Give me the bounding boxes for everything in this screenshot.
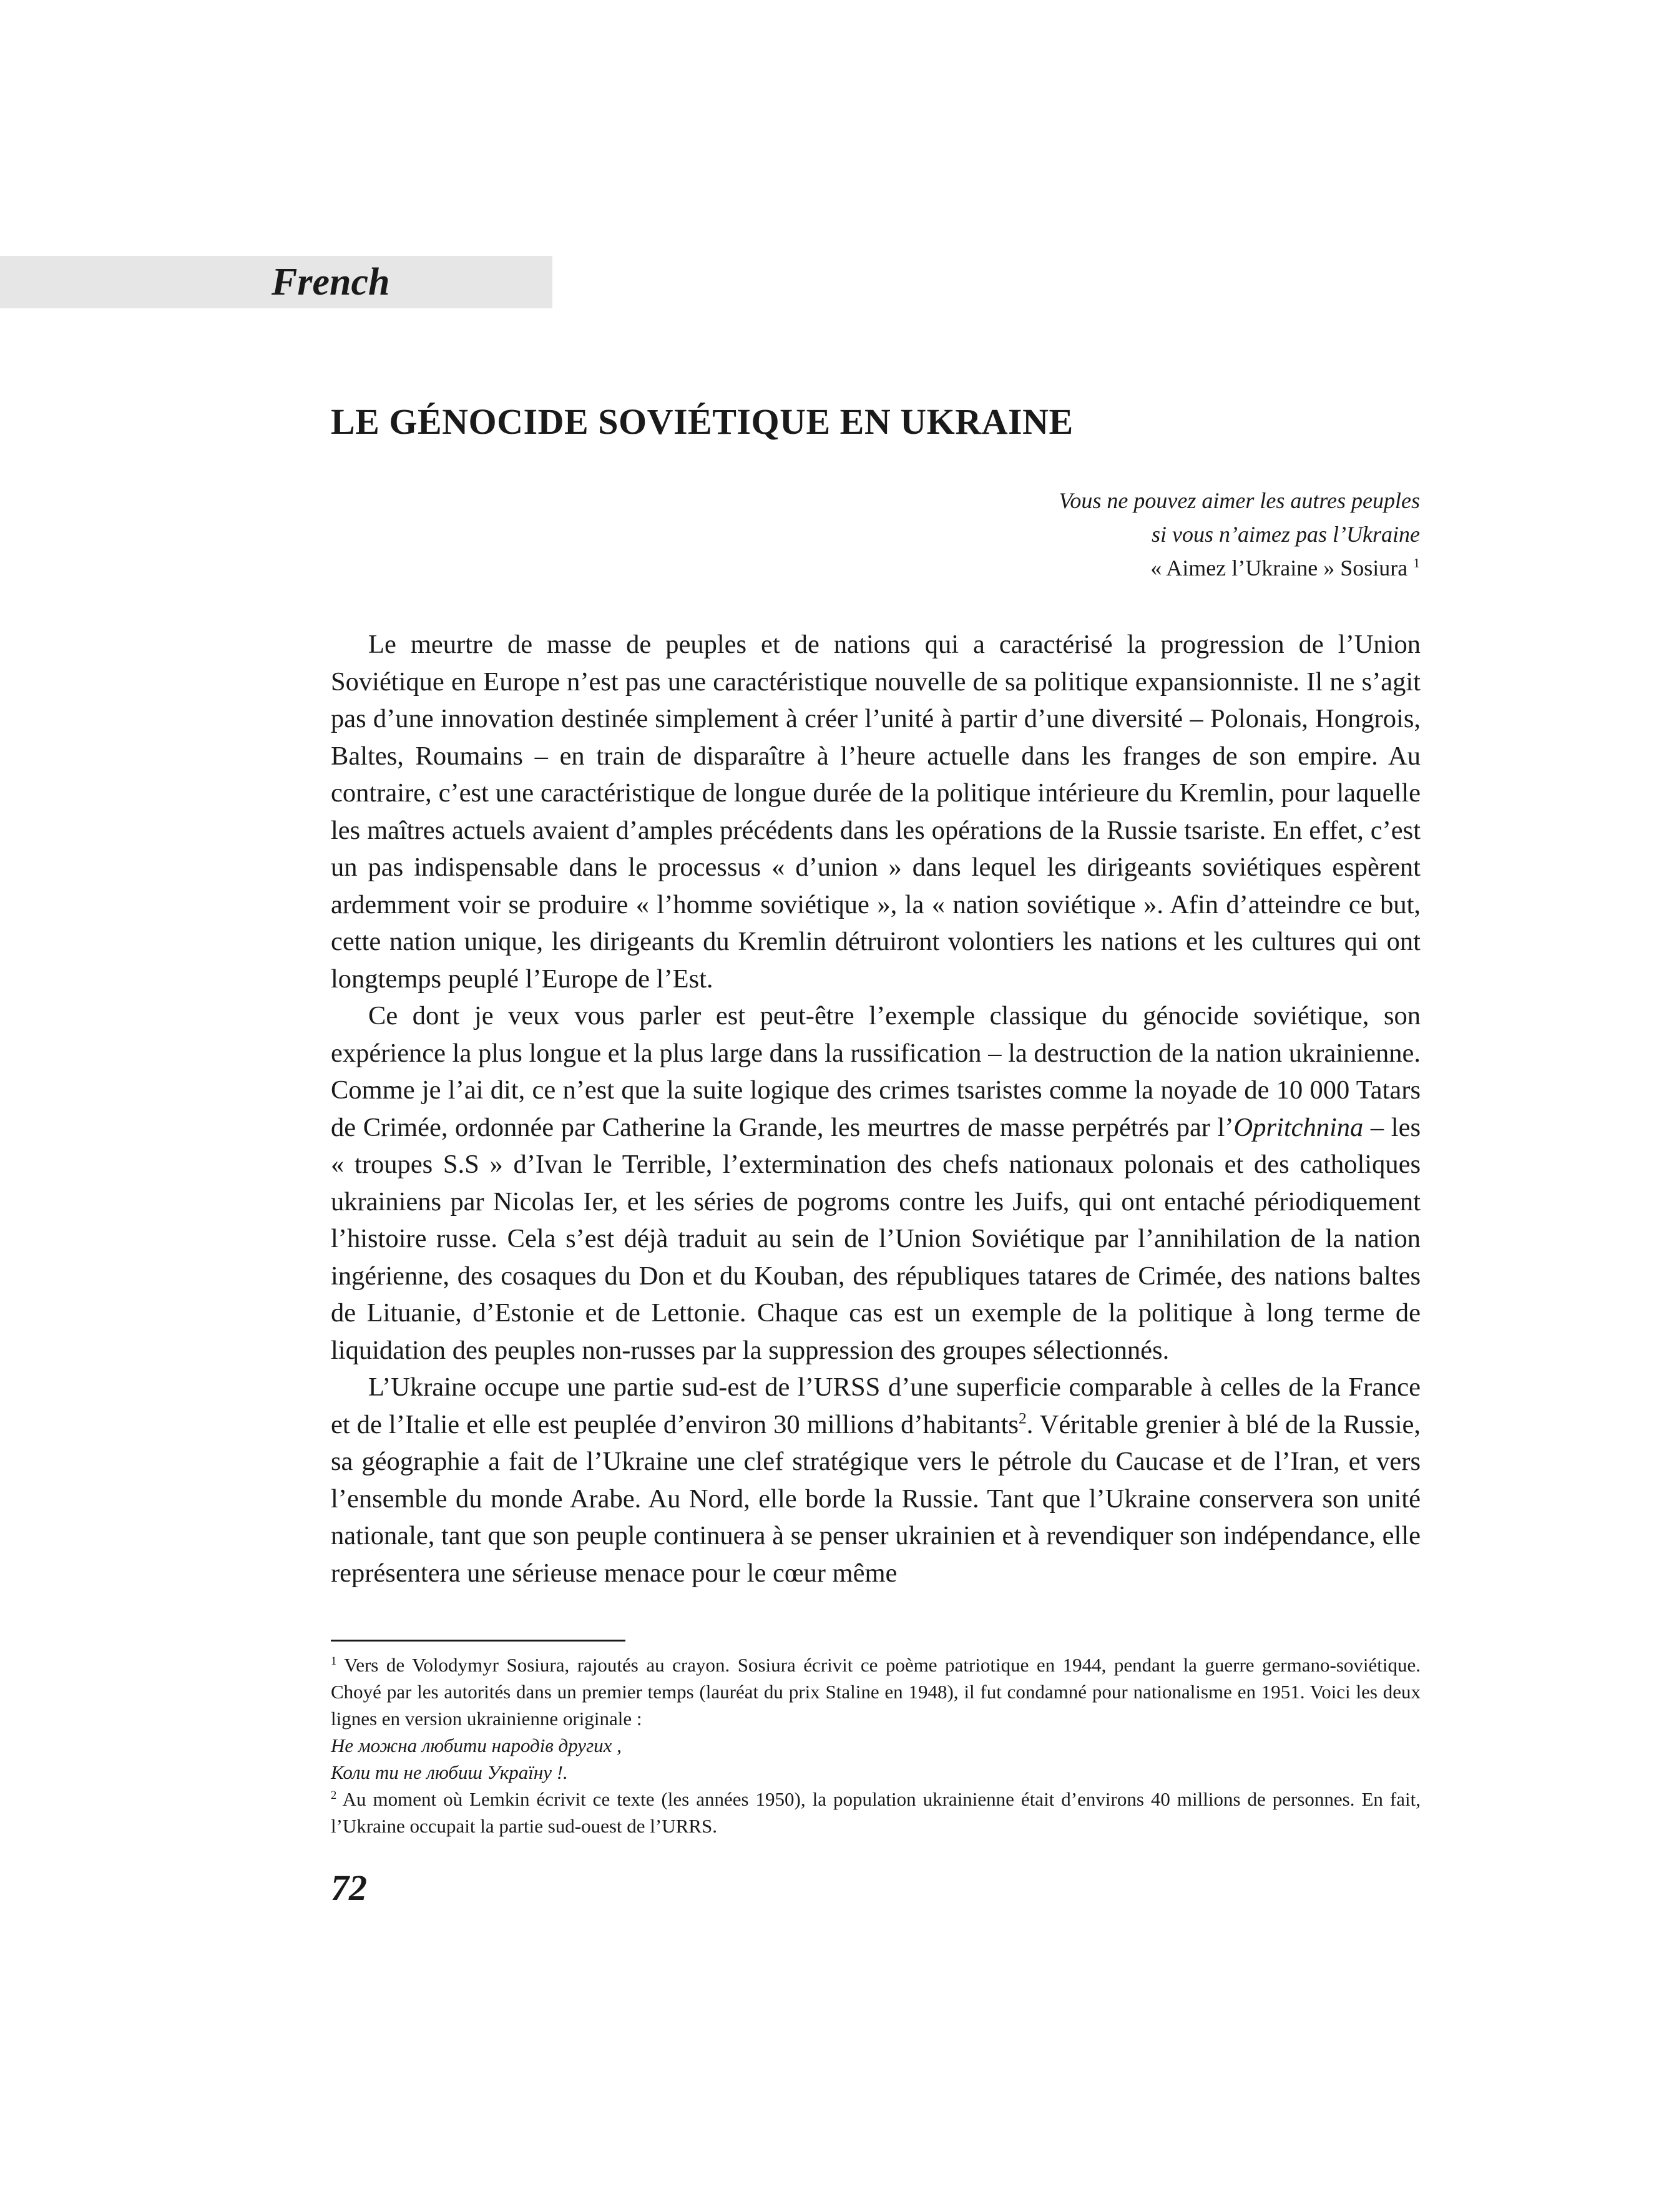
page-number: 72 [331,1867,367,1908]
language-label: French [272,261,390,303]
footnote-2 [331,1786,1421,1839]
paragraph-3-part-a: L’Ukraine occupe une partie sud-est de l’URSS d’une superficie comparable à celles de la France et de l’Italie et elle est peuplée d’environ 30 millions d’habitants [331,1373,1421,1439]
footnote-1-mark: 1 [331,1654,337,1668]
footnote-1-ukrainian-line-1: Не можна любити народів других , [331,1735,622,1756]
paragraph-2 [331,997,1421,1369]
footnote-2-mark: 2 [331,1788,337,1802]
page-title: LE GÉNOCIDE SOVIÉTIQUE EN UKRAINE [331,401,1074,442]
footnote-1-text: Vers de Volodymyr Sosiura, rajoutés au crayon. Sosiura écrivit ce poème patriotique en 1944, pendant la guerre germano-soviétique. Choyé par les autorités dans un premier temps (lauréat du prix Staline en 1948), il fut condamné pour nationalisme en 1951. Voici les deux lignes en version ukrainienne originale : [331,1654,1421,1730]
footnote-ref-2: 2 [1018,1409,1027,1427]
footnote-1-ukrainian-line-2: Коли ти не любиш Україну !. [331,1761,568,1783]
footnotes [331,1652,1421,1839]
paragraph-2-italic: Opritchnina [1233,1112,1364,1142]
epigraph-source-text: « Aimez l’Ukraine » Sosiura [1150,555,1414,580]
epigraph-line-1: Vous ne pouvez aimer les autres peuples [1059,488,1420,513]
footnote-1 [331,1652,1421,1732]
body-text [331,626,1421,1592]
paragraph-3 [331,1369,1421,1592]
paragraph-3-part-b: . Véritable grenier à blé de la Russie, sa géographie a fait de l’Ukraine une clef stratégique vers le pétrole du Caucase et de l’Iran, et vers l’ensemble du monde Arabe. Au Nord, elle borde la Russie. Tant que l’Ukraine conservera son unité nationale, tant que son peuple continuera à se penser ukrainien et à revendiquer son indépendance, elle représentera une sérieuse menace pour le cœur même [331,1409,1421,1588]
footnote-ref-1: 1 [1413,555,1420,571]
epigraph [1059,484,1420,585]
footnote-separator [331,1640,625,1642]
paragraph-2-part-b: – les « troupes S.S » d’Ivan le Terrible, l’extermination des chefs nationaux polonais et des catholiques ukrainiens par Nicolas Ier, et les séries de pogroms contre les Juifs, qui ont entaché périodiquement l’histoire russe. Cela s’est déjà traduit au sein de l’Union Soviétique par l’annihilation de la nation ingérienne, des cosaques du Don et du Kouban, des républiques tatares de Crimée, des nations baltes de Lituanie, d’Estonie et de Lettonie. Chaque cas est un exemple de la politique à long terme de liquidation des peuples non-russes par la suppression des groupes sélectionnés. [331,1112,1421,1365]
footnote-2-text: Au moment où Lemkin écrivit ce texte (les années 1950), la population ukrainienne était d’environs 40 millions de personnes. En fait, l’Ukraine occupait la partie sud-ouest de l’URRS. [331,1788,1421,1837]
paragraph-1: Le meurtre de masse de peuples et de nations qui a caractérisé la progression de l’Union Soviétique en Europe n’est pas une caractéristique nouvelle de sa politique expansionniste. Il ne s’agit pas d’une innovation destinée simplement à créer l’unité à partir d’une diversité – Polonais, Hongrois, Baltes, Roumains – en train de disparaître à l’heure actuelle dans les franges de son empire. Au contraire, c’est une caractéristique de longue durée de la politique intérieure du Kremlin, pour laquelle les maîtres actuels avaient d’amples précédents dans les opérations de la Russie tsariste. En effet, c’est un pas indispensable dans le processus « d’union » dans lequel les dirigeants soviétiques espèrent ardemment voir se produire « l’homme soviétique », la « nation soviétique ». Afin d’atteindre ce but, cette nation unique, les dirigeants du Kremlin détruiront volontiers les nations et les cultures qui ont longtemps peuplé l’Europe de l’Est. [331,630,1421,994]
epigraph-line-2: si vous n’aimez pas l’Ukraine [1152,522,1420,547]
paragraph-2-part-a: Ce dont je veux vous parler est peut-être l’exemple classique du génocide soviétique, son expérience la plus longue et la plus large dans la russification – la destruction de la nation ukrainienne. Comme je l’ai dit, ce n’est que la suite logique des crimes tsaristes comme la noyade de 10 000 Tatars de Crimée, ordonnée par Catherine la Grande, les meurtres de masse perpétrés par l’ [331,1001,1421,1142]
epigraph-source [1059,551,1420,585]
